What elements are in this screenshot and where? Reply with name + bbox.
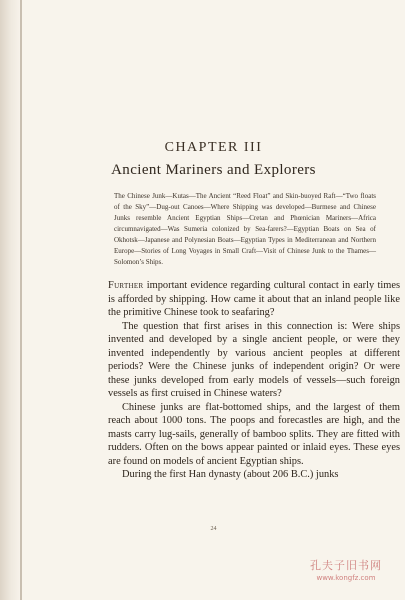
body-text bbox=[108, 279, 400, 482]
paragraph-4: During the first Han dynasty (about 206 B.C.) junks bbox=[122, 469, 339, 480]
chapter-summary: The Chinese Junk—Kutas—The Ancient “Reed Float” and Skin-buoyed Raft—“Two floats of the Sky”—Dug-out Canoes—Where Shipping was developed—Burmese and Chinese Junks resemble Ancient Egyptian Ships—Cretan and Phœnician Mariners—Africa circumnavigated—Was Sumeria colonized by Sea-farers?—Egyptian Boats on Sea of Okhotsk—Japanese and Polynesian Boats—Egyptian Types in Mediterranean and Northern Europe—Stories of Long Voyages in Small Craft—Visit of Chinese Junk to the Thames—Solomon’s Ships. bbox=[114, 192, 376, 266]
paragraph-1-text: important evidence regarding cultural contact in early times is afforded by shipping. How came it about that an inland people like the primitive Chinese took to seafaring? bbox=[108, 280, 400, 318]
chapter-title: Ancient Mariners and Explorers bbox=[111, 162, 316, 178]
paragraph-3: Chinese junks are flat-bottomed ships, and the largest of them reach about 1000 tons. The poops and forecastles are high, and the masts carry lug-sails, generally of bamboo splits. They are fitted with rudders. Often on the bows appear painted or inlaid eyes. These eyes are found on models of ancient Egyptian ships. bbox=[108, 401, 400, 467]
paragraph-2: The question that first arises in this connection is: Were ships invented and developed by a single ancient people, or were they invented independently by various ancient peoples at different periods? Were the Chinese junks of independent origin? Or were these junks developed from early models of vessels—such foreign vessels as first cruised in Chinese waters? bbox=[108, 320, 400, 399]
paragraph-lead-word: Further bbox=[108, 280, 144, 291]
watermark-seal-text: 孔夫子旧书网 bbox=[310, 559, 382, 572]
watermark bbox=[296, 557, 396, 582]
book-spine-shadow bbox=[0, 0, 20, 600]
chapter-number: CHAPTER III bbox=[164, 140, 263, 155]
page-number: 24 bbox=[210, 526, 217, 532]
watermark-url: www.kongfz.com bbox=[316, 574, 376, 582]
paragraph-1 bbox=[108, 279, 400, 320]
book-page bbox=[22, 0, 405, 600]
